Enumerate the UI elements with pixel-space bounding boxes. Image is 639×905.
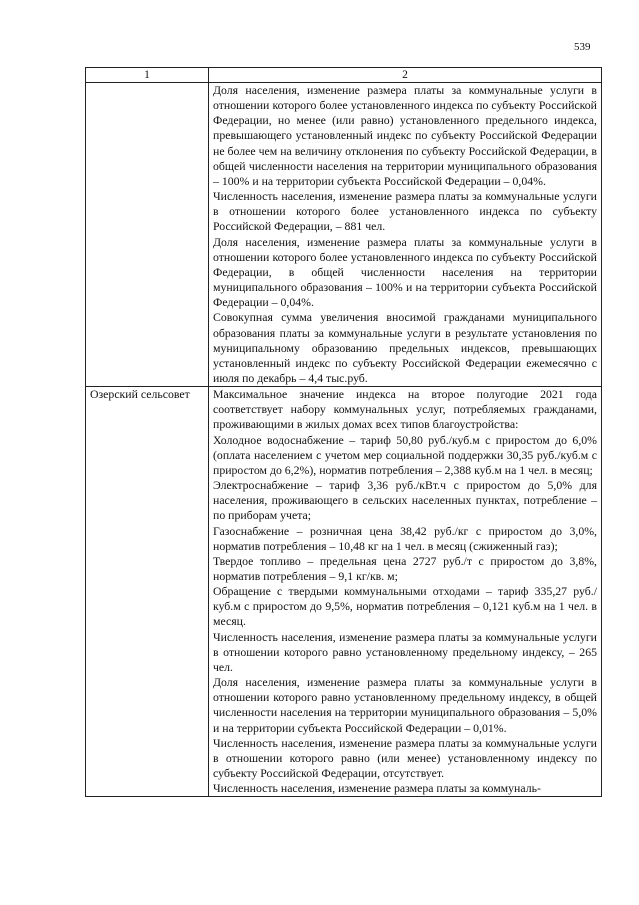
table-row (86, 387, 602, 797)
table-row (86, 83, 602, 387)
paragraph: Численность населения, изменение размера платы за коммунальные услуги в отношении которого равно (или менее) установленному индексу по субъекту Российской Федерации, отсутствует. (213, 735, 597, 781)
row2-label: Озерский сельсовет (86, 387, 209, 797)
paragraph: Холодное водоснабжение – тариф 50,80 руб./куб.м с приростом до 6,0% (оплата населением с учетом мер социальной поддержки 30,35 руб./куб.м с приростом до 6,2%), норматив потребления – 2,388 куб.м на 1 чел. в месяц; (213, 432, 597, 477)
paragraph: Совокупная сумма увеличения вносимой гражданами муниципального образования платы за коммунальные услуги в результате установления по муниципальному образованию предельных индексов, превышающих установленный индекс по субъекту Российской Федерации ежемесячно с июля по декабрь – 4,4 тыс.руб. (213, 310, 597, 385)
row1-label (86, 83, 209, 387)
paragraph: Доля населения, изменение размера платы за коммунальные услуги в отношении которого равно установленному предельному индексу, в общей численности населения на территории муниципального образования – 5,0% и на территории субъекта Российской Федерации – 0,01%. (213, 675, 597, 735)
paragraph: Доля населения, изменение размера платы за коммунальные услуги в отношении которого более установленного индекса по субъекту Российской Федерации, но менее (или равно) установленного предельного индекса, превышающего установленный индекс по субъекту Российской Федерации не более чем на величину отклонения по субъекту Российской Федерации, в общей численности населения на территории муниципального образования – 100% и на территории субъекта Российской Федерации – 0,04%. (213, 83, 597, 188)
paragraph: Численность населения, изменение размера платы за коммунальные услуги в отношении которого равно установленному предельному индексу, – 265 чел. (213, 629, 597, 674)
row2-content (209, 387, 602, 797)
table-header-row (86, 68, 602, 83)
row1-content (209, 83, 602, 387)
document-table (85, 67, 602, 797)
paragraph: Доля населения, изменение размера платы за коммунальные услуги в отношении которого более установленного индекса по субъекту Российской Федерации, в общей численности населения на территории муниципального образования – 100% и на территории субъекта Российской Федерации – 0,04%. (213, 234, 597, 310)
page-number: 539 (574, 41, 591, 53)
paragraph: Численность населения, изменение размера платы за коммуналь- (213, 781, 541, 796)
paragraph: Твердое топливо – предельная цена 2727 руб./т с приростом до 3,8%, норматив потребления – 9,1 кг/кв. м; (213, 553, 597, 583)
paragraph: Обращение с твердыми коммунальными отходами – тариф 335,27 руб./куб.м с приростом до 9,5%, норматив потребления – 0,121 куб.м на 1 чел. в месяц. (213, 584, 597, 629)
paragraph: Электроснабжение – тариф 3,36 руб./кВт.ч с приростом до 5,0% для населения, проживающего в сельских населенных пунктах, потребление – по приборам учета; (213, 478, 597, 523)
paragraph: Газоснабжение – розничная цена 38,42 руб./кг с приростом до 3,0%, норматив потребления – 10,48 кг на 1 чел. в месяц (сжиженный газ); (213, 523, 597, 553)
column-header-1: 1 (86, 68, 209, 83)
paragraph: Максимальное значение индекса на второе полугодие 2021 года соответствует набору коммунальных услуг, потребляемых гражданами, проживающими в жилых домах всех типов благоустройства: (213, 387, 597, 432)
column-header-2: 2 (209, 68, 602, 83)
paragraph: Численность населения, изменение размера платы за коммунальные услуги в отношении которого более установленного индекса по субъекту Российской Федерации, – 881 чел. (213, 189, 597, 234)
